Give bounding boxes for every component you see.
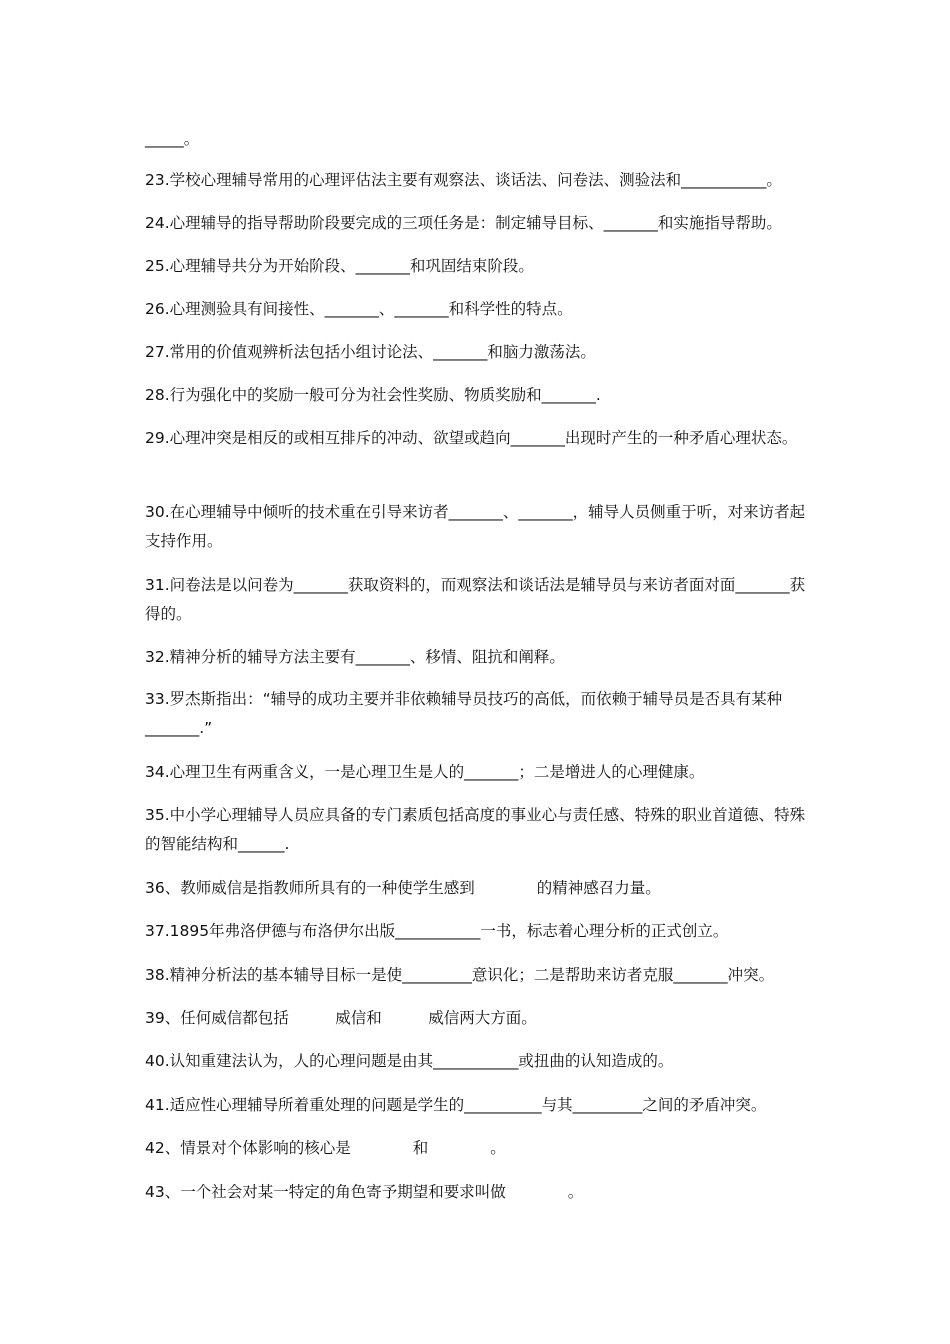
- question-43: 43、一个社会对某一特定的角色寄予期望和要求叫做 。: [145, 1183, 584, 1201]
- question-26: 26.心理测验具有间接性、_______、_______和科学性的特点。: [145, 300, 573, 318]
- question-33: 33.罗杰斯指出：“辅导的成功主要并非依赖辅导员技巧的高低，而依赖于辅导员是否具有某种_______.”: [145, 690, 783, 737]
- question-34: 34.心理卫生有两重含义，一是心理卫生是人的_______；二是增进人的心理健康。: [145, 763, 705, 781]
- question-35: 35.中小学心理辅导人员应具备的专门素质包括高度的事业心与责任感、特殊的职业首道德、特殊的智能结构和______.: [145, 806, 806, 853]
- question-37: 37.1895年弗洛伊德与布洛伊尔出版___________一书，标志着心理分析的正式创立。: [145, 922, 729, 940]
- question-32: 32.精神分析的辅导方法主要有_______、移情、阻抗和阐释。: [145, 648, 565, 666]
- question-24: 24.心理辅导的指导帮助阶段要完成的三项任务是：制定辅导目标、_______和实施指导帮助。: [145, 214, 782, 232]
- question-41: 41.适应性心理辅导所着重处理的问题是学生的__________与其_________之间的矛盾冲突。: [145, 1096, 767, 1114]
- question-39: 39、任何威信都包括 威信和 威信两大方面。: [145, 1009, 537, 1027]
- question-31: 31.问卷法是以问卷为_______获取资料的，而观察法和谈话法是辅导员与来访者面对面_______获得的。: [145, 576, 806, 623]
- question-40: 40.认知重建法认为，人的心理问题是由其___________或扭曲的认知造成的。: [145, 1052, 674, 1070]
- question-25: 25.心理辅导共分为开始阶段、_______和巩固结束阶段。: [145, 257, 534, 275]
- continued-line: _____。: [145, 130, 200, 148]
- question-28: 28.行为强化中的奖励一般可分为社会性奖励、物质奖励和_______.: [145, 386, 601, 404]
- question-38: 38.精神分析法的基本辅导目标一是使_________意识化；二是帮助来访者克服_______冲突。: [145, 966, 775, 984]
- question-27: 27.常用的价值观辨析法包括小组讨论法、_______和脑力激荡法。: [145, 343, 596, 361]
- question-36: 36、教师威信是指教师所具有的一种使学生感到 的精神感召力量。: [145, 879, 661, 897]
- question-42: 42、情景对个体影响的核心是 和 。: [145, 1139, 506, 1157]
- question-30: 30.在心理辅导中倾听的技术重在引导来访者_______、_______，辅导人员侧重于听，对来访者起支持作用。: [145, 503, 806, 550]
- question-29: 29.心理冲突是相反的或相互排斥的冲动、欲望或趋向_______出现时产生的一种矛盾心理状态。: [145, 429, 798, 447]
- question-23: 23.学校心理辅导常用的心理评估法主要有观察法、谈话法、问卷法、测验法和___________。: [145, 171, 782, 189]
